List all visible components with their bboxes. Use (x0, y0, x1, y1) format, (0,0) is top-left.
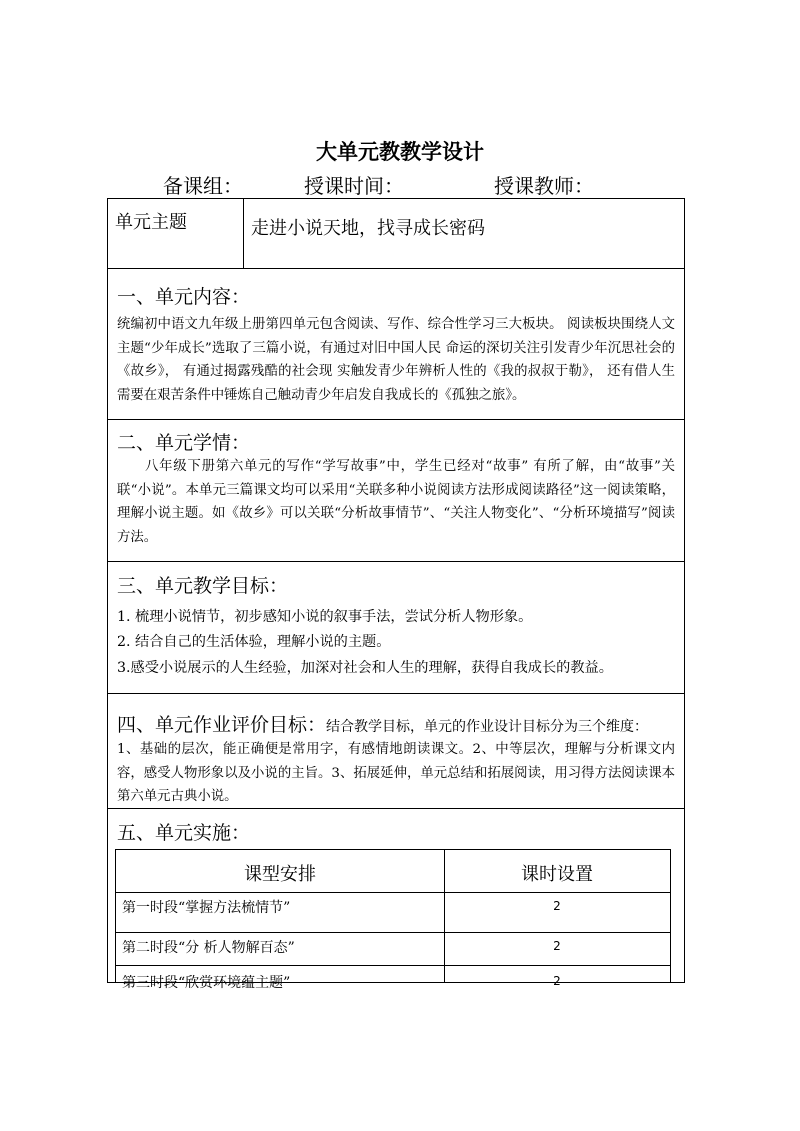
section-heading-learning: 二、单元学情： (117, 432, 251, 454)
row-divider (107, 561, 685, 562)
teacher-label: 授课教师： (494, 174, 594, 198)
goal-item: 2. 结合自己的生活体验，理解小说的主题。 (117, 634, 391, 650)
schedule-row-divider (116, 965, 670, 966)
schedule-row-name: 第三时段“欣赏环境蕴主题” (122, 975, 291, 991)
schedule-row-hours: 2 (553, 939, 561, 953)
theme-divider (243, 198, 244, 268)
evaluation-intro: 结合教学目标，单元的作业设计目标分为三个维度： (326, 719, 649, 735)
theme-label: 单元主题 (115, 212, 187, 233)
learning-paragraph: 八年级下册第六单元的写作“学写故事”中，学生已经对“故事” 有所了解，由“故事”关联“小说”。本单元三篇课文均可以采用“关联多种小说阅读方法形成阅读路径”这一阅读策略，理解小说主题。如《故乡》可以关联“分析故事情节”、“关注人物变化”、“分析环境描写”阅读方法。 (117, 459, 675, 545)
schedule-row-hours: 2 (553, 899, 561, 913)
row-divider (107, 268, 685, 269)
schedule-row-hours: 2 (553, 974, 561, 988)
content-paragraph: 统编初中语文九年级上册第四单元包含阅读、写作、综合性学习三大板块。 阅读板块围绕人文主题“少年成长”选取了三篇小说，有通过对旧中国人民 命运的深切关注引发青少年沉思社会的《故乡》， 有通过揭露残酷的社会现 实触发青少年辨析人性的《我的叔叔于勒》， 还有借人生需要在艰苦条件中锤炼自己触动青少年启发自我成长的《孤独之旅》。 (117, 317, 675, 403)
section-heading-evaluation: 四、单元作业评价目标： (117, 714, 327, 736)
schedule-row-name: 第二时段“分 析人物解百态” (122, 940, 295, 956)
schedule-row-name: 第一时段“掌握方法梳情节” (122, 900, 291, 916)
schedule-table (115, 849, 671, 991)
evaluation-paragraph: 1、基础的层次，能正确便是常用字，有感情地朗读课文。2、中等层次，理解与分析课文内容，感受人物形象以及小说的主旨。3、拓展延伸，单元总结和拓展阅读，用习得方法阅读课本第六单元古典小说。 (117, 742, 675, 804)
goal-item: 1. 梳理小说情节，初步感知小说的叙事手法，尝试分析人物形象。 (117, 609, 533, 625)
schedule-row-divider (116, 932, 670, 933)
schedule-row-divider (116, 892, 670, 893)
document-title: 大单元教教学设计 (316, 140, 484, 164)
prep-group-label: 备课组： (163, 174, 243, 198)
goal-item: 3.感受小说展示的人生经验，加深对社会和人生的理解，获得自我成长的教益。 (117, 660, 613, 676)
schedule-header-type: 课型安排 (244, 864, 316, 885)
row-divider (107, 693, 685, 694)
section-heading-goals: 三、单元教学目标： (117, 575, 289, 597)
lesson-time-label: 授课时间： (304, 174, 404, 198)
section-heading-implementation: 五、单元实施： (117, 822, 251, 844)
section-heading-evaluation-line (117, 710, 648, 737)
schedule-header-hours: 课时设置 (521, 864, 593, 885)
row-divider (107, 419, 685, 420)
theme-value: 走进小说天地，找寻成长密码 (251, 218, 485, 239)
section-heading-content: 一、单元内容： (117, 286, 251, 308)
